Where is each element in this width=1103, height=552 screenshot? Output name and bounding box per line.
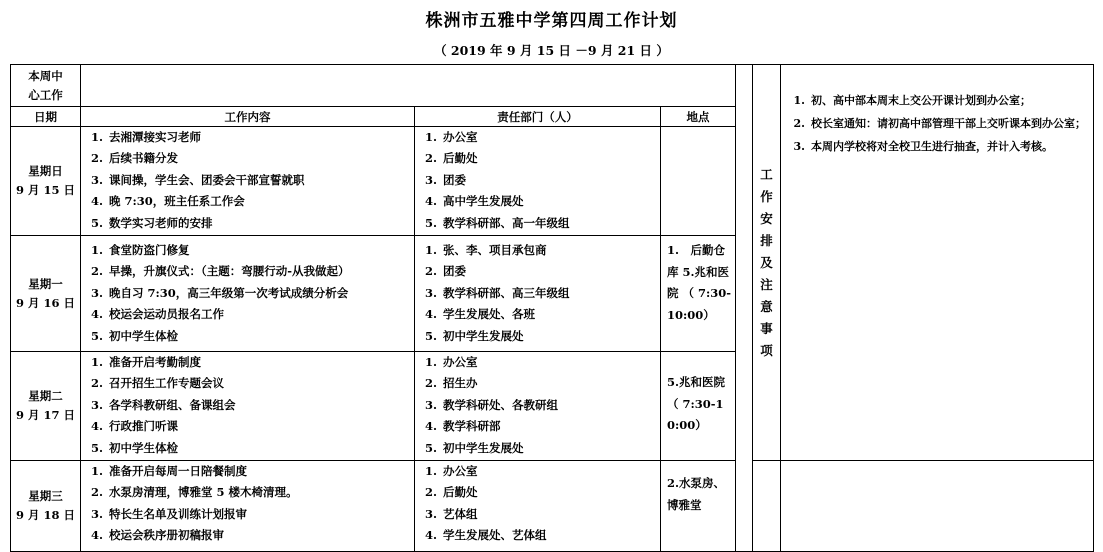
dept-item: 5. 初中学生发展处: [424, 328, 524, 343]
dept-item: 4. 学生发展处、各班: [424, 307, 535, 322]
day-date: 9 月 15 日: [15, 183, 76, 197]
dept-item: 2. 后勤处: [424, 151, 478, 166]
task-item: 3. 特长生名单及训练计划报审: [90, 506, 247, 521]
dept-item: 1. 办公室: [424, 130, 478, 144]
task-item: 5. 数学实习老师的安排: [90, 215, 213, 230]
task-list: [81, 461, 415, 552]
dept-item: 4. 学生发展处、艺体组: [424, 528, 547, 543]
day-date: 9 月 17 日: [15, 408, 76, 422]
day-date: 9 月 18 日: [15, 508, 76, 522]
task-item: 1. 去湘潭接实习老师: [90, 130, 201, 144]
task-item: 3. 课间操，学生会、团委会干部宣誓就职: [90, 172, 305, 187]
place-cell: 2.水泵房、博雅堂: [661, 461, 736, 552]
task-item: 1. 食堂防盗门修复: [90, 243, 190, 257]
dept-list: [415, 461, 661, 552]
task-list: [81, 236, 415, 352]
center-work-label: 本周中心工作: [11, 65, 81, 107]
empty-side-cell: [753, 461, 781, 552]
place-cell: [661, 127, 736, 236]
day-date-cell: [11, 461, 81, 552]
dept-item: 1. 张、李、项目承包商: [424, 243, 547, 257]
dept-item: 1. 办公室: [424, 464, 478, 478]
day-date-cell: [11, 352, 81, 461]
dept-item: 4. 教学科研部: [424, 419, 501, 434]
day-date-cell: [11, 127, 81, 236]
dept-item: 1. 办公室: [424, 355, 478, 369]
dept-list: [415, 352, 661, 461]
weekday: 星期日: [28, 164, 63, 178]
header-content: 工作内容: [81, 107, 415, 127]
dept-item: 2. 招生办: [424, 376, 478, 391]
task-item: 4. 晚 7:30，班主任系工作会: [90, 194, 245, 209]
document-title: 株洲市五雅中学第四周工作计划: [425, 11, 678, 31]
dept-item: 3. 艺体组: [424, 506, 478, 521]
dept-item: 2. 后勤处: [424, 485, 478, 500]
place-cell: 5.兆和医院 （ 7:30-10:00）: [661, 352, 736, 461]
task-item: 4. 校运会运动员报名工作: [90, 307, 224, 322]
note-item: 3. 本周内学校将对全校卫生进行抽查，并计入考核。: [793, 140, 1054, 153]
task-item: 2. 后续书籍分发: [90, 151, 178, 166]
dept-item: 3. 团委: [424, 172, 466, 187]
task-item: 1. 准备开启考勤制度: [90, 355, 201, 369]
spacer-column: [736, 65, 753, 552]
task-item: 2. 水泵房清理，博雅堂 5 楼木椅清理。: [90, 485, 298, 500]
side-label-cell: [753, 65, 781, 461]
side-label: 工作安排及注意事项: [760, 166, 773, 358]
task-item: 4. 行政推门听课: [90, 419, 178, 434]
task-list: [81, 352, 415, 461]
note-item: 1. 初、高中部本周末上交公开课计划到办公室；: [793, 94, 1032, 107]
header-dept: 责任部门（人）: [415, 107, 661, 127]
task-item: 2. 早操，升旗仪式：（主题：弯腰行动-从我做起）: [90, 264, 350, 279]
weekday: 星期二: [28, 389, 63, 403]
day-date-cell: [11, 236, 81, 352]
weekly-plan-table: [10, 64, 1094, 552]
weekday: 星期一: [28, 276, 63, 291]
task-item: 2. 召开招生工作专题会议: [90, 376, 224, 391]
day-date: 9 月 16 日: [15, 295, 76, 310]
dept-item: 4. 高中学生发展处: [424, 194, 524, 209]
task-item: 5. 初中学生体检: [90, 328, 178, 343]
weekday: 星期三: [28, 489, 63, 503]
task-item: 4. 校运会秩序册初稿报审: [90, 528, 224, 543]
dept-list: [415, 236, 661, 352]
empty-notes-cell: [781, 461, 1094, 552]
header-place: 地点: [661, 107, 736, 127]
date-range: （ 2019 年 9 月 15 日 －9 月 21 日 ）: [434, 43, 669, 58]
task-item: 5. 初中学生体检: [90, 440, 178, 455]
task-item: 3. 各学科教研组、备课组会: [90, 397, 236, 412]
dept-list: [415, 127, 661, 236]
notes-cell: [781, 65, 1094, 461]
task-list: [81, 127, 415, 236]
dept-item: 2. 团委: [424, 264, 466, 279]
place-cell: 1. 后勤仓库 5.兆和医院 （ 7:30-10:00）: [661, 236, 736, 352]
dept-item: 5. 教学科研部、高一年级组: [424, 215, 570, 230]
dept-item: 3. 教学科研部、高三年级组: [424, 285, 570, 300]
dept-item: 3. 教学科研处、各教研组: [424, 397, 558, 412]
task-item: 1. 准备开启每周一日陪餐制度: [90, 464, 247, 478]
task-item: 3. 晚自习 7:30，高三年级第一次考试成绩分析会: [90, 285, 349, 300]
note-item: 2. 校长室通知：请初高中部管理干部上交听课本到办公室；: [793, 117, 1087, 130]
center-work-value: [81, 65, 736, 107]
header-date: 日期: [11, 107, 81, 127]
dept-item: 5. 初中学生发展处: [424, 440, 524, 455]
